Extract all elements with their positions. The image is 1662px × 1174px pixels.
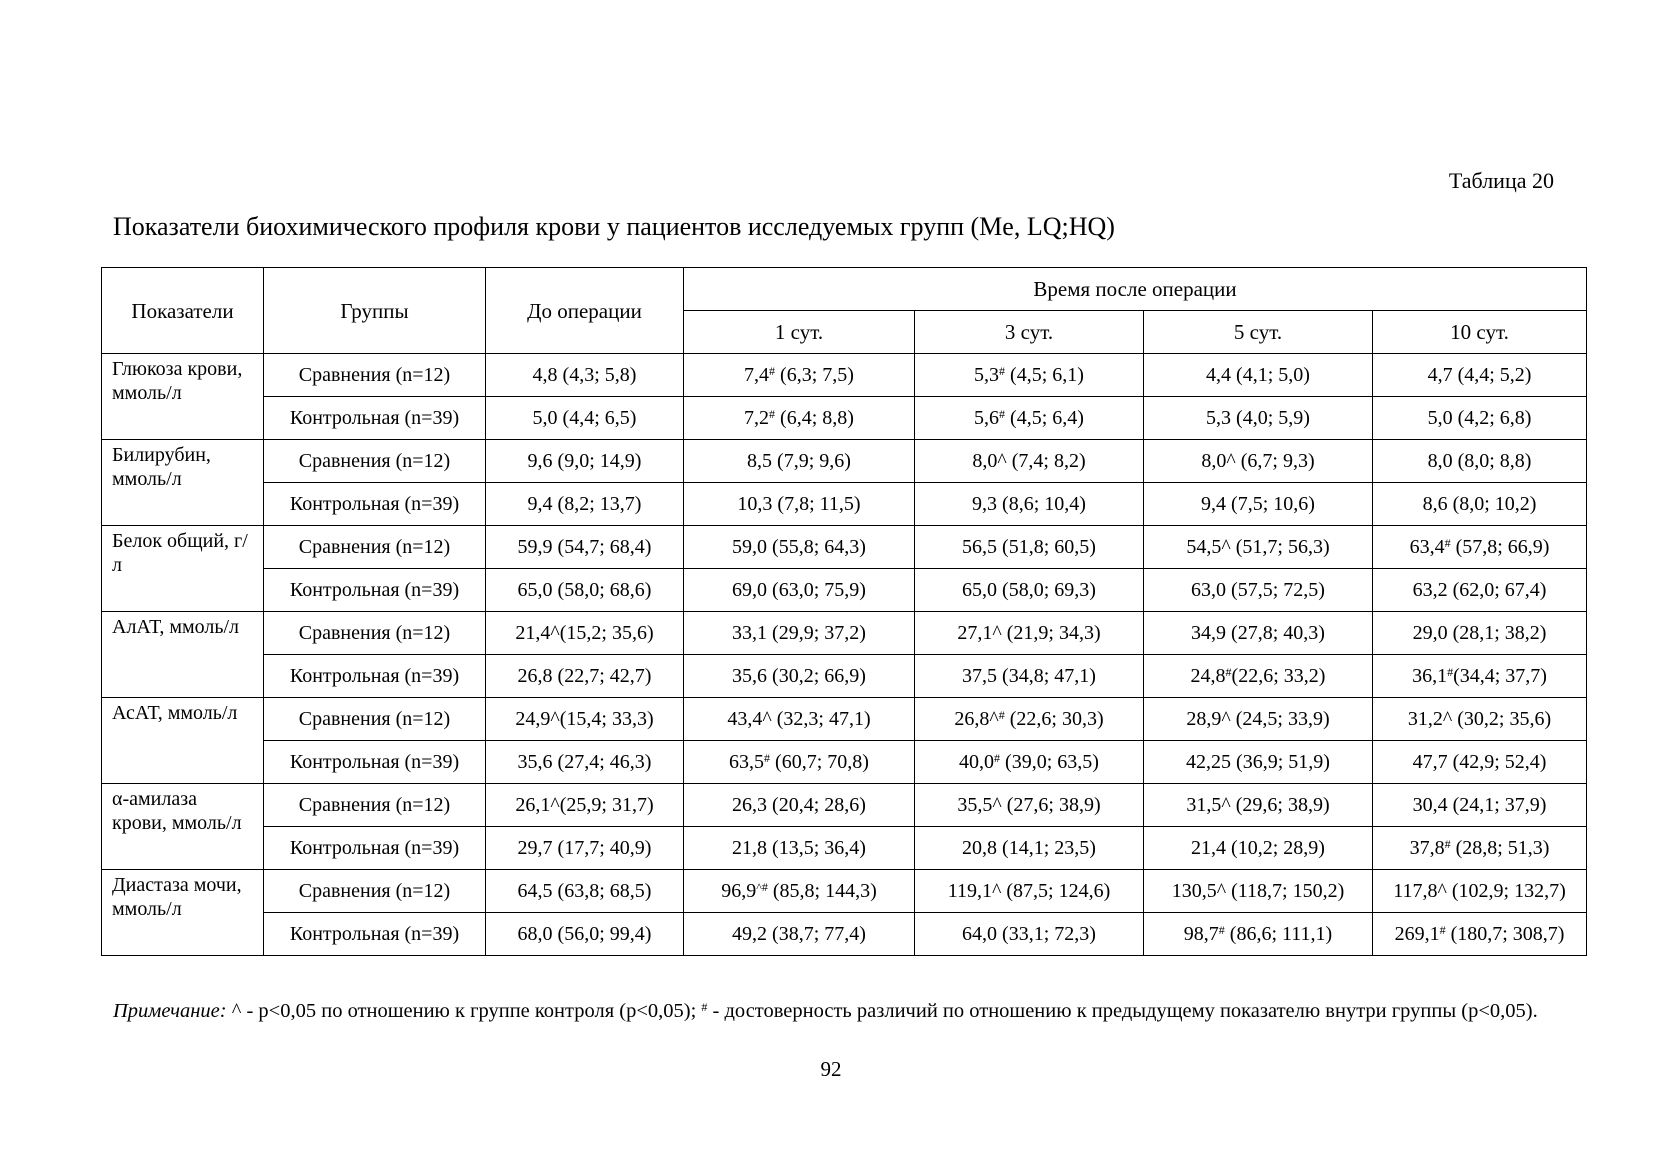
group-cell: Контрольная (n=39) (264, 655, 486, 698)
significance-mark: # (994, 751, 1001, 765)
median-value: 49,2 (732, 923, 768, 945)
value-cell (1373, 784, 1587, 827)
median-value: 35,5^ (957, 794, 1002, 816)
median-value: 9,4 (527, 493, 553, 515)
table-row (102, 655, 1587, 698)
quartile-range: (13,5; 36,4) (767, 837, 866, 859)
median-value: 31,5^ (1186, 794, 1231, 816)
quartile-range: (55,8; 64,3) (767, 536, 866, 558)
significance-mark: # (1225, 665, 1232, 679)
value-cell (915, 827, 1144, 870)
median-value: 37,5 (962, 665, 998, 687)
header-day-3: 3 сут. (915, 311, 1144, 354)
quartile-range: (6,7; 9,3) (1235, 450, 1315, 472)
median-value: 63,0 (1191, 579, 1227, 601)
indicator-cell: АлАТ, ммоль/л (102, 612, 264, 698)
median-value: 8,0 (1427, 450, 1453, 472)
quartile-range: (30,2; 66,9) (767, 665, 866, 687)
quartile-range: (118,7; 150,2) (1226, 880, 1345, 902)
median-value: 7,2 (744, 407, 770, 429)
table-row (102, 612, 1587, 655)
note-text-1: ^ - p<0,05 по отношению к группе контроля (p<0,05); (226, 1000, 702, 1022)
quartile-range: (86,6; 111,1) (1224, 923, 1333, 945)
median-value: 4,8 (532, 364, 558, 386)
median-value: 37,8 (1409, 837, 1445, 859)
value-cell (1144, 612, 1373, 655)
median-value: 8,0^ (1201, 450, 1236, 472)
value-cell (486, 354, 684, 397)
quartile-range: (27,4; 46,3) (552, 751, 652, 773)
group-cell: Контрольная (n=39) (264, 569, 486, 612)
median-value: 26,8 (517, 665, 553, 687)
median-value: 36,1 (1412, 665, 1448, 687)
quartile-range: (15,4; 33,3) (559, 708, 654, 730)
quartile-range: (29,6; 38,9) (1230, 794, 1330, 816)
value-cell (1144, 913, 1373, 956)
value-cell (684, 397, 915, 440)
median-value: 26,3 (732, 794, 768, 816)
quartile-range: (9,0; 14,9) (552, 450, 642, 472)
median-value: 5,6 (974, 407, 1000, 429)
indicator-cell: АсАТ, ммоль/л (102, 698, 264, 784)
table-row (102, 440, 1587, 483)
quartile-range: (36,9; 51,9) (1231, 751, 1330, 773)
value-cell (915, 612, 1144, 655)
median-value: 96,9 (721, 880, 757, 902)
median-value: 47,7 (1412, 751, 1448, 773)
median-value: 4,7 (1427, 364, 1453, 386)
value-cell (1144, 784, 1373, 827)
quartile-range: (8,2; 13,7) (552, 493, 642, 515)
median-value: 64,0 (962, 923, 998, 945)
value-cell (915, 698, 1144, 741)
table-label: Таблица 20 (1448, 168, 1554, 193)
significance-mark: # (1447, 665, 1454, 679)
quartile-range: (56,0; 99,4) (552, 923, 652, 945)
quartile-range: (39,0; 63,5) (1000, 751, 1099, 773)
median-value: 34,9 (1191, 622, 1227, 644)
significance-mark: # (999, 407, 1006, 421)
quartile-range: (14,1; 23,5) (997, 837, 1096, 859)
median-value: 98,7 (1183, 923, 1219, 945)
quartile-range: (4,3; 5,8) (557, 364, 637, 386)
median-value: 119,1^ (947, 880, 1002, 902)
value-cell (486, 741, 684, 784)
quartile-range: (34,4; 37,7) (1453, 665, 1547, 687)
value-cell (684, 870, 915, 913)
value-cell (486, 698, 684, 741)
median-value: 8,0^ (972, 450, 1007, 472)
quartile-range: (7,8; 11,5) (772, 493, 861, 515)
median-value: 35,6 (732, 665, 768, 687)
median-value: 9,6 (527, 450, 553, 472)
quartile-range: (15,2; 35,6) (559, 622, 654, 644)
quartile-range: (87,5; 124,6) (1001, 880, 1111, 902)
quartile-range: (62,0; 67,4) (1447, 579, 1547, 601)
group-cell: Контрольная (n=39) (264, 913, 486, 956)
quartile-range: (4,0; 5,9) (1231, 407, 1310, 429)
value-cell (486, 397, 684, 440)
page-number: 92 (820, 1057, 842, 1081)
quartile-range: (29,9; 37,2) (767, 622, 866, 644)
quartile-range: (25,9; 31,7) (559, 794, 654, 816)
quartile-range: (57,5; 72,5) (1226, 579, 1325, 601)
indicator-cell: Глюкоза крови, ммоль/л (102, 354, 264, 440)
value-cell (486, 655, 684, 698)
indicator-cell: Белок общий, г/л (102, 526, 264, 612)
median-value: 68,0 (517, 923, 553, 945)
significance-mark: # (999, 364, 1006, 378)
value-cell (684, 913, 915, 956)
median-value: 59,9 (517, 536, 553, 558)
value-cell (915, 569, 1144, 612)
header-day-1: 1 сут. (684, 311, 915, 354)
median-value: 63,4 (1409, 536, 1445, 558)
table-row (102, 913, 1587, 956)
median-value: 26,1^ (515, 794, 560, 816)
value-cell (1373, 655, 1587, 698)
median-value: 31,2^ (1407, 708, 1453, 730)
significance-mark: # (998, 708, 1005, 722)
value-cell (915, 397, 1144, 440)
value-cell (1373, 612, 1587, 655)
header-day-5: 5 сут. (1144, 311, 1373, 354)
table-row (102, 827, 1587, 870)
median-value: 5,3 (1206, 407, 1232, 429)
median-value: 20,8 (962, 837, 998, 859)
median-value: 59,0 (732, 536, 768, 558)
indicator-cell: α-амилаза крови, ммоль/л (102, 784, 264, 870)
group-cell: Контрольная (n=39) (264, 483, 486, 526)
quartile-range: (28,8; 51,3) (1450, 837, 1550, 859)
group-cell: Контрольная (n=39) (264, 397, 486, 440)
value-cell (684, 526, 915, 569)
quartile-range: (180,7; 308,7) (1445, 923, 1565, 945)
header-after-surgery: Время после операции (684, 268, 1587, 311)
note-label: Примечание: (113, 1000, 227, 1022)
value-cell (915, 440, 1144, 483)
value-cell (684, 440, 915, 483)
value-cell (684, 784, 915, 827)
table-row (102, 526, 1587, 569)
significance-mark: # (769, 407, 776, 421)
quartile-range: (22,7; 42,7) (552, 665, 652, 687)
note-superscript: # (701, 1000, 708, 1014)
value-cell (1373, 870, 1587, 913)
value-cell (1144, 655, 1373, 698)
quartile-range: (58,0; 69,3) (997, 579, 1096, 601)
quartile-range: (30,2; 35,6) (1452, 708, 1552, 730)
value-cell (684, 655, 915, 698)
value-cell (1373, 397, 1587, 440)
median-value: 5,3 (974, 364, 1000, 386)
value-cell (915, 870, 1144, 913)
value-cell (915, 913, 1144, 956)
median-value: 63,5 (729, 751, 765, 773)
value-cell (1144, 569, 1373, 612)
significance-mark: # (769, 364, 776, 378)
quartile-range: (28,1; 38,2) (1447, 622, 1547, 644)
quartile-range: (42,9; 52,4) (1447, 751, 1547, 773)
value-cell (915, 655, 1144, 698)
value-cell (1144, 741, 1373, 784)
quartile-range: (33,1; 72,3) (997, 923, 1096, 945)
median-value: 9,3 (972, 493, 998, 515)
median-value: 65,0 (517, 579, 553, 601)
table-body (102, 354, 1587, 956)
value-cell (1373, 698, 1587, 741)
table-note (113, 996, 1555, 1026)
quartile-range: (58,0; 68,6) (552, 579, 652, 601)
table-row (102, 698, 1587, 741)
group-cell: Сравнения (n=12) (264, 784, 486, 827)
value-cell (915, 784, 1144, 827)
value-cell (684, 569, 915, 612)
median-value: 26,8^ (954, 708, 999, 730)
table-row (102, 870, 1587, 913)
quartile-range: (102,9; 132,7) (1446, 880, 1566, 902)
quartile-range: (51,8; 60,5) (997, 536, 1096, 558)
median-value: 27,1^ (957, 622, 1002, 644)
value-cell (486, 569, 684, 612)
note-text-2: - достоверность различий по отношению к предыдущему показателю внутри группы (p<0,05). (707, 1000, 1538, 1022)
value-cell (1373, 483, 1587, 526)
value-cell (1144, 698, 1373, 741)
median-value: 40,0 (959, 751, 995, 773)
quartile-range: (24,5; 33,9) (1230, 708, 1330, 730)
quartile-range: (51,7; 56,3) (1230, 536, 1330, 558)
table-row (102, 397, 1587, 440)
group-cell: Сравнения (n=12) (264, 612, 486, 655)
value-cell (1144, 526, 1373, 569)
value-cell (1373, 741, 1587, 784)
median-value: 24,8 (1190, 665, 1226, 687)
table-caption: Показатели биохимического профиля крови у пациентов исследуемых групп (Me, LQ;HQ) (113, 212, 1115, 241)
value-cell (1373, 569, 1587, 612)
quartile-range: (4,4; 6,5) (557, 407, 637, 429)
value-cell (684, 354, 915, 397)
indicator-cell: Диастаза мочи, ммоль/л (102, 870, 264, 956)
significance-mark: # (1444, 536, 1451, 550)
quartile-range: (22,6; 33,2) (1231, 665, 1326, 687)
value-cell (1144, 870, 1373, 913)
quartile-range: (27,6; 38,9) (1001, 794, 1101, 816)
table-row (102, 569, 1587, 612)
value-cell (1373, 354, 1587, 397)
median-value: 24,9^ (515, 708, 560, 730)
median-value: 29,7 (517, 837, 553, 859)
median-value: 29,0 (1412, 622, 1448, 644)
value-cell (486, 870, 684, 913)
quartile-range: (4,2; 6,8) (1452, 407, 1532, 429)
value-cell (1144, 440, 1373, 483)
quartile-range: (60,7; 70,8) (770, 751, 869, 773)
quartile-range: (4,4; 5,2) (1452, 364, 1532, 386)
significance-mark: ^# (756, 880, 768, 894)
quartile-range: (7,9; 9,6) (772, 450, 851, 472)
value-cell (1373, 827, 1587, 870)
quartile-range: (63,0; 75,9) (767, 579, 866, 601)
group-cell: Сравнения (n=12) (264, 698, 486, 741)
median-value: 28,9^ (1186, 708, 1231, 730)
quartile-range: (10,2; 28,9) (1226, 837, 1325, 859)
median-value: 69,0 (732, 579, 768, 601)
quartile-range: (34,8; 47,1) (997, 665, 1096, 687)
value-cell (486, 440, 684, 483)
quartile-range: (4,5; 6,4) (1005, 407, 1084, 429)
header-before-surgery: До операции (486, 268, 684, 354)
median-value: 56,5 (962, 536, 998, 558)
quartile-range: (27,8; 40,3) (1226, 622, 1325, 644)
quartile-range: (38,7; 77,4) (767, 923, 866, 945)
median-value: 54,5^ (1186, 536, 1231, 558)
group-cell: Сравнения (n=12) (264, 440, 486, 483)
quartile-range: (32,3; 47,1) (771, 708, 871, 730)
quartile-range: (7,4; 8,2) (1006, 450, 1086, 472)
median-value: 64,5 (517, 880, 553, 902)
median-value: 21,8 (732, 837, 768, 859)
value-cell (915, 483, 1144, 526)
median-value: 42,25 (1186, 751, 1232, 773)
group-cell: Сравнения (n=12) (264, 526, 486, 569)
median-value: 130,5^ (1171, 880, 1227, 902)
value-cell (915, 354, 1144, 397)
value-cell (684, 698, 915, 741)
biochem-table (101, 267, 1587, 956)
quartile-range: (4,1; 5,0) (1231, 364, 1310, 386)
median-value: 269,1 (1394, 923, 1440, 945)
value-cell (684, 483, 915, 526)
median-value: 8,6 (1422, 493, 1448, 515)
quartile-range: (8,0; 8,8) (1452, 450, 1532, 472)
median-value: 30,4 (1412, 794, 1448, 816)
quartile-range: (21,9; 34,3) (1001, 622, 1101, 644)
quartile-range: (24,1; 37,9) (1447, 794, 1547, 816)
quartile-range: (20,4; 28,6) (767, 794, 866, 816)
median-value: 5,0 (532, 407, 558, 429)
median-value: 10,3 (737, 493, 773, 515)
median-value: 21,4^ (515, 622, 560, 644)
value-cell (486, 526, 684, 569)
median-value: 43,4^ (727, 708, 772, 730)
significance-mark: # (1444, 837, 1451, 851)
median-value: 33,1 (732, 622, 768, 644)
value-cell (486, 827, 684, 870)
median-value: 65,0 (962, 579, 998, 601)
quartile-range: (85,8; 144,3) (767, 880, 877, 902)
significance-mark: # (1218, 923, 1225, 937)
table-row (102, 354, 1587, 397)
median-value: 63,2 (1412, 579, 1448, 601)
quartile-range: (8,6; 10,4) (997, 493, 1086, 515)
quartile-range: (57,8; 66,9) (1450, 536, 1550, 558)
indicator-cell: Билирубин, ммоль/л (102, 440, 264, 526)
quartile-range: (63,8; 68,5) (552, 880, 652, 902)
value-cell (1373, 440, 1587, 483)
median-value: 35,6 (517, 751, 553, 773)
table-row (102, 784, 1587, 827)
value-cell (684, 827, 915, 870)
value-cell (1373, 913, 1587, 956)
median-value: 117,8^ (1393, 880, 1447, 902)
table-row (102, 741, 1587, 784)
value-cell (684, 612, 915, 655)
quartile-range: (22,6; 30,3) (1004, 708, 1104, 730)
quartile-range: (54,7; 68,4) (552, 536, 652, 558)
group-cell: Сравнения (n=12) (264, 354, 486, 397)
value-cell (486, 784, 684, 827)
header-day-10: 10 сут. (1373, 311, 1587, 354)
median-value: 4,4 (1206, 364, 1232, 386)
median-value: 9,4 (1201, 493, 1227, 515)
quartile-range: (6,3; 7,5) (775, 364, 854, 386)
value-cell (486, 612, 684, 655)
value-cell (486, 913, 684, 956)
value-cell (915, 741, 1144, 784)
header-indicators: Показатели (102, 268, 264, 354)
quartile-range: (6,4; 8,8) (775, 407, 854, 429)
header-groups: Группы (264, 268, 486, 354)
value-cell (1144, 354, 1373, 397)
median-value: 5,0 (1427, 407, 1453, 429)
value-cell (684, 741, 915, 784)
value-cell (1144, 827, 1373, 870)
group-cell: Сравнения (n=12) (264, 870, 486, 913)
significance-mark: # (1439, 923, 1446, 937)
value-cell (486, 483, 684, 526)
median-value: 7,4 (744, 364, 770, 386)
quartile-range: (4,5; 6,1) (1005, 364, 1084, 386)
value-cell (1144, 483, 1373, 526)
median-value: 8,5 (747, 450, 773, 472)
group-cell: Контрольная (n=39) (264, 827, 486, 870)
quartile-range: (8,0; 10,2) (1447, 493, 1537, 515)
quartile-range: (7,5; 10,6) (1226, 493, 1315, 515)
quartile-range: (17,7; 40,9) (552, 837, 652, 859)
table-row (102, 483, 1587, 526)
significance-mark: # (764, 751, 771, 765)
median-value: 21,4 (1191, 837, 1227, 859)
value-cell (915, 526, 1144, 569)
group-cell: Контрольная (n=39) (264, 741, 486, 784)
value-cell (1373, 526, 1587, 569)
value-cell (1144, 397, 1373, 440)
